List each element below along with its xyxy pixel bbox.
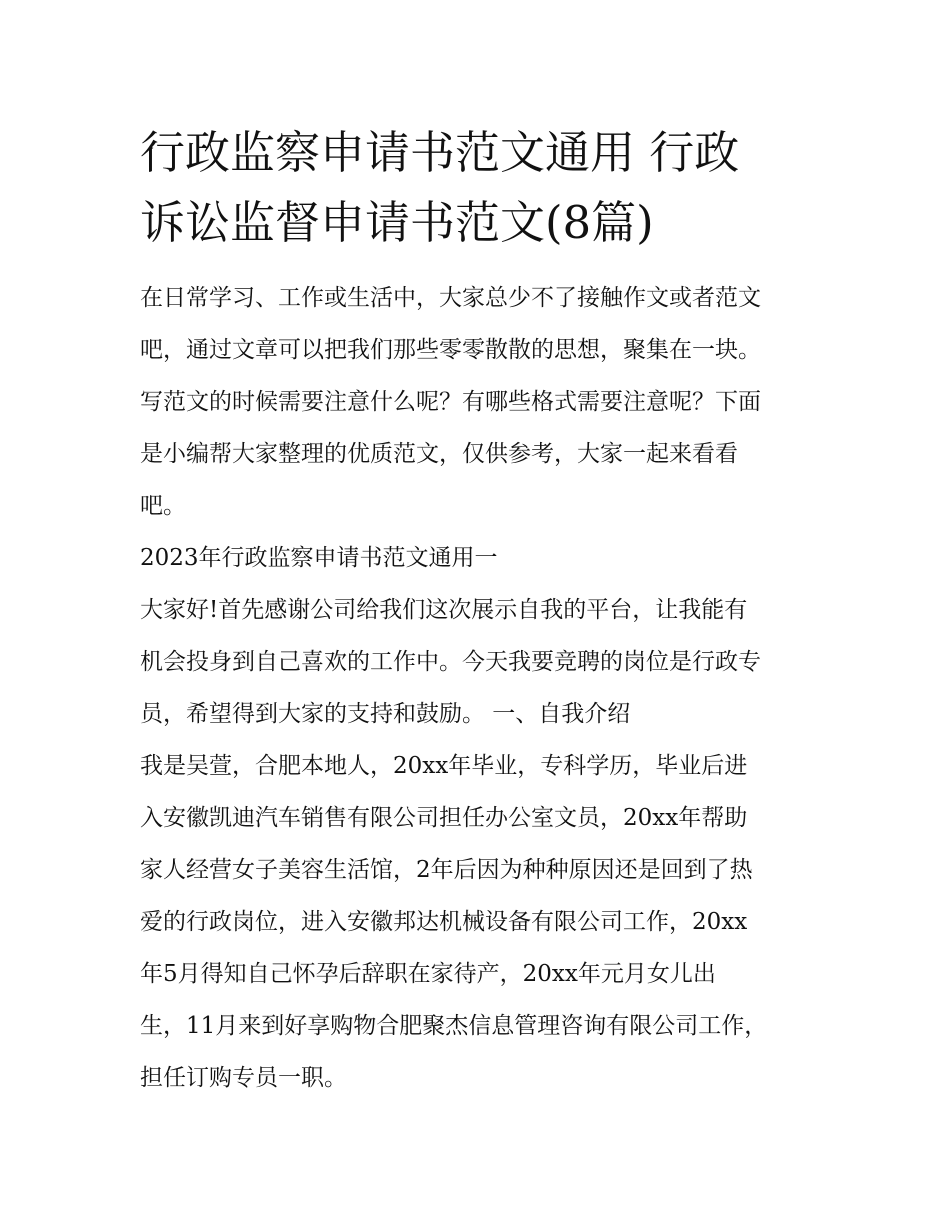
document-title (140, 118, 810, 258)
greeting-line-2: 机会投身到自己喜欢的工作中。今天我要竞聘的岗位是行政专 (140, 649, 761, 675)
title-line-2: 诉讼监督申请书范文(8篇) (140, 196, 654, 249)
bio-line-2: 入安徽凯迪汽车销售有限公司担任办公室文员，20xx年帮助 (140, 805, 748, 831)
document-body (140, 272, 820, 1104)
bio-line-6: 生，11月来到好享购物合肥聚杰信息管理咨询有限公司工作， (140, 1013, 768, 1039)
document-page (140, 118, 820, 1104)
section-heading-line: 2023年行政监察申请书范文通用一 (140, 545, 498, 571)
greeting-line-3: 员，希望得到大家的支持和鼓励。 一、自我介绍 (140, 701, 631, 727)
section-heading (140, 532, 820, 584)
intro-line-2: 吧，通过文章可以把我们那些零零散散的思想，聚集在一块。 (140, 337, 761, 363)
intro-paragraph (140, 272, 820, 532)
greeting-line-1: 大家好!首先感谢公司给我们这次展示自我的平台，让我能有 (140, 597, 748, 623)
greeting-paragraph (140, 584, 820, 740)
bio-line-5: 年5月得知自己怀孕后辞职在家待产，20xx年元月女儿出 (140, 961, 716, 987)
bio-paragraph (140, 740, 820, 1104)
intro-line-3: 写范文的时候需要注意什么呢？有哪些格式需要注意呢？下面 (140, 389, 761, 415)
bio-line-4: 爱的行政岗位，进入安徽邦达机械设备有限公司工作，20xx (140, 909, 748, 935)
title-line-1: 行政监察申请书范文通用 行政 (140, 126, 740, 179)
bio-line-7: 担任订购专员一职。 (140, 1065, 347, 1091)
bio-line-1: 我是吴萱，合肥本地人，20xx年毕业，专科学历，毕业后进 (140, 753, 748, 779)
intro-line-5: 吧。 (140, 493, 186, 519)
bio-line-3: 家人经营女子美容生活馆，2年后因为种种原因还是回到了热 (140, 857, 753, 883)
intro-line-1: 在日常学习、工作或生活中，大家总少不了接触作文或者范文 (140, 285, 761, 311)
intro-line-4: 是小编帮大家整理的优质范文，仅供参考，大家一起来看看 (140, 441, 738, 467)
